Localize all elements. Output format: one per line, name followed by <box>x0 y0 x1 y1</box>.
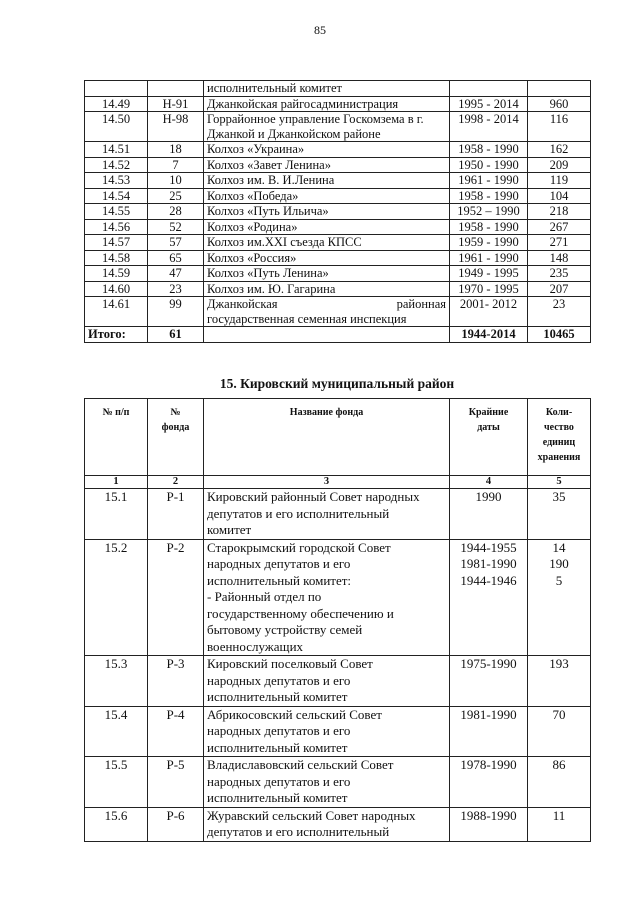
fond-dates: 1970 - 1995 <box>450 281 528 297</box>
row-number: 14.53 <box>85 173 148 189</box>
table-row <box>85 706 591 757</box>
fond-number: Н-91 <box>148 96 204 112</box>
table-row <box>85 539 591 656</box>
fond-name-line: депутатов и его исполнительный <box>207 824 390 839</box>
header-dates: Крайние даты <box>450 399 528 476</box>
header-fond: № фонда <box>148 399 204 476</box>
table-row <box>85 173 591 189</box>
table-row <box>85 142 591 158</box>
row-number: 14.57 <box>85 235 148 251</box>
fond-name-line: военнослужащих <box>207 638 304 654</box>
table-header-row <box>85 399 591 476</box>
table-row <box>85 656 591 707</box>
fond-dates <box>450 757 528 808</box>
fond-units <box>528 757 591 808</box>
fond-units-line: 70 <box>552 706 566 722</box>
header-units: Коли- чество единиц хранения <box>528 399 591 476</box>
row-number: 14.54 <box>85 188 148 204</box>
fond-dates-line: 1990 <box>475 489 502 504</box>
fond-dates: 1995 - 2014 <box>450 96 528 112</box>
table-row <box>85 489 591 540</box>
fond-number: 65 <box>148 250 204 266</box>
fond-units: 116 <box>528 112 591 142</box>
fond-name-line: Кировский районный Совет народных <box>207 489 420 504</box>
fond-name: Колхоз «Украина» <box>204 142 450 158</box>
row-number: 14.51 <box>85 142 148 158</box>
fond-dates: 1952 – 1990 <box>450 204 528 220</box>
fond-name-line: народных депутатов и его <box>207 556 351 571</box>
fond-units: 104 <box>528 188 591 204</box>
fond-dates: 1958 - 1990 <box>450 219 528 235</box>
row-number: 14.60 <box>85 281 148 297</box>
fond-units <box>528 706 591 757</box>
fond-dates <box>450 489 528 540</box>
fond-name-line: - Районный отдел по <box>207 589 322 604</box>
fond-name-line: Джанкойская районная <box>207 297 446 311</box>
table-row <box>85 112 591 142</box>
fond-name-line: исполнительный комитет <box>207 790 348 805</box>
fond-units-line: 5 <box>555 572 563 588</box>
table-row <box>85 204 591 220</box>
total-row <box>85 327 591 343</box>
row-number: 15.1 <box>85 489 148 540</box>
fond-units: 162 <box>528 142 591 158</box>
fond-units-line: 86 <box>552 757 566 772</box>
fond-name-line: народных депутатов и его <box>207 723 351 738</box>
fond-number: 23 <box>148 281 204 297</box>
fond-number: 28 <box>148 204 204 220</box>
total-name <box>204 327 450 343</box>
fond-name: Колхоз «Родина» <box>204 219 450 235</box>
fond-name-line: депутатов и его исполнительный <box>207 505 390 521</box>
fond-units: 218 <box>528 204 591 220</box>
fond-dates: 1950 - 1990 <box>450 157 528 173</box>
fond-name: Колхоз «Путь Ленина» <box>204 266 450 282</box>
fond-dates <box>450 807 528 841</box>
total-fond-count: 61 <box>148 327 204 343</box>
fond-number: Р-2 <box>148 539 204 656</box>
fond-units: 209 <box>528 157 591 173</box>
fond-name <box>204 297 450 327</box>
table-row <box>85 266 591 282</box>
section-title: 15. Кировский муниципальный район <box>219 376 455 391</box>
column-number: 3 <box>204 476 450 489</box>
fond-number: 25 <box>148 188 204 204</box>
fond-name-line: Старокрымский городской Совет <box>207 539 391 555</box>
fond-name: Колхоз «Завет Ленина» <box>204 157 450 173</box>
fond-name-line: комитет <box>207 522 252 537</box>
fond-number: 47 <box>148 266 204 282</box>
fond-name-line: Владиславовский сельский Совет <box>207 757 394 772</box>
fond-name: Колхоз «Победа» <box>204 188 450 204</box>
fond-number: Р-5 <box>148 757 204 808</box>
fond-name-line: Кировский поселковый Совет <box>207 656 373 671</box>
column-number: 1 <box>85 476 148 489</box>
row-number: 15.6 <box>85 807 148 841</box>
fond-number: Р-3 <box>148 656 204 707</box>
table-row <box>85 188 591 204</box>
fond-units: 267 <box>528 219 591 235</box>
fond-units: 119 <box>528 173 591 189</box>
column-numbers-row <box>85 476 591 489</box>
fond-dates: 1958 - 1990 <box>450 142 528 158</box>
fond-name: Колхоз им. В. И.Ленина <box>204 173 450 189</box>
header-num: № п/п <box>85 399 148 476</box>
fond-dates <box>450 656 528 707</box>
fond-name-line: государственному обеспечению и <box>207 605 394 621</box>
fond-name: Колхоз «Россия» <box>204 250 450 266</box>
district-15-table <box>84 398 591 842</box>
table-row <box>85 250 591 266</box>
fond-number: Н-98 <box>148 112 204 142</box>
fond-number: 99 <box>148 297 204 327</box>
fond-number: Р-4 <box>148 706 204 757</box>
fond-name-line: государственная семенная инспекция <box>207 311 407 326</box>
fond-units <box>528 539 591 656</box>
fond-number: 18 <box>148 142 204 158</box>
row-number: 15.2 <box>85 539 148 656</box>
district-14-table <box>84 80 591 343</box>
fond-dates: 1961 - 1990 <box>450 250 528 266</box>
table-row <box>85 219 591 235</box>
fond-dates <box>450 539 528 656</box>
table-row <box>85 157 591 173</box>
fond-units-line: 11 <box>552 807 566 823</box>
fond-dates: 1959 - 1990 <box>450 235 528 251</box>
table-row <box>85 297 591 327</box>
fond-number: 57 <box>148 235 204 251</box>
table-row <box>85 757 591 808</box>
total-units: 10465 <box>528 327 591 343</box>
row-number: 14.52 <box>85 157 148 173</box>
fond-number: Р-1 <box>148 489 204 540</box>
fond-units <box>528 807 591 841</box>
fond-name <box>204 656 450 707</box>
fond-units: 207 <box>528 281 591 297</box>
total-label: Итого: <box>85 327 148 343</box>
fond-name-line: исполнительный комитет: <box>207 572 352 588</box>
fond-units-line: 193 <box>549 656 569 671</box>
fond-units-line: 190 <box>549 556 569 571</box>
fond-name-line: народных депутатов и его <box>207 672 351 688</box>
table-row <box>85 235 591 251</box>
fond-name: Колхоз им. Ю. Гагарина <box>204 281 450 297</box>
row-number: 15.5 <box>85 757 148 808</box>
fond-number: 52 <box>148 219 204 235</box>
column-number: 4 <box>450 476 528 489</box>
row-number: 14.59 <box>85 266 148 282</box>
fond-name-line: исполнительный комитет <box>207 689 348 704</box>
fond-name <box>204 706 450 757</box>
fond-dates: 2001- 2012 <box>450 297 528 327</box>
table-row <box>85 81 591 97</box>
fond-dates: 1949 - 1995 <box>450 266 528 282</box>
column-number: 5 <box>528 476 591 489</box>
fond-units: 960 <box>528 96 591 112</box>
column-number: 2 <box>148 476 204 489</box>
row-number: 14.58 <box>85 250 148 266</box>
row-number: 15.3 <box>85 656 148 707</box>
table-row <box>85 807 591 841</box>
fond-units <box>528 489 591 540</box>
fond-dates-line: 1975-1990 <box>460 656 517 671</box>
fond-name: Колхоз им.XXI съезда КПСС <box>204 235 450 251</box>
page-number: 85 <box>314 23 326 37</box>
fond-units: 235 <box>528 266 591 282</box>
fond-units-line: 35 <box>552 489 566 504</box>
fond-dates-line: 1944-1946 <box>460 572 517 588</box>
fond-dates: 1961 - 1990 <box>450 173 528 189</box>
fond-number: Р-6 <box>148 807 204 841</box>
fond-dates: 1958 - 1990 <box>450 188 528 204</box>
fond-dates-line: 1988-1990 <box>460 807 517 823</box>
fond-dates-line: 1981-1990 <box>460 706 517 722</box>
fond-name <box>204 539 450 656</box>
fond-name <box>204 757 450 808</box>
fond-name: исполнительный комитет <box>204 81 450 97</box>
fond-dates <box>450 706 528 757</box>
row-number: 15.4 <box>85 706 148 757</box>
fond-units <box>528 656 591 707</box>
fond-name-line: Абрикосовский сельский Совет <box>207 706 382 722</box>
row-number: 14.49 <box>85 96 148 112</box>
fond-name: Горрайонное управление Госкомзема в г. Джанкой и Джанкойском районе <box>204 112 450 142</box>
fond-name-line: исполнительный комитет <box>207 739 348 755</box>
fond-name <box>204 489 450 540</box>
fond-units-line: 14 <box>552 539 566 555</box>
fond-number: 7 <box>148 157 204 173</box>
total-dates: 1944-2014 <box>450 327 528 343</box>
row-number: 14.56 <box>85 219 148 235</box>
fond-dates-line: 1944-1955 <box>460 539 517 555</box>
fond-name <box>204 807 450 841</box>
row-number: 14.55 <box>85 204 148 220</box>
fond-name: Колхоз «Путь Ильича» <box>204 204 450 220</box>
fond-name-line: бытовому устройству семей <box>207 622 363 637</box>
fond-dates-line: 1981-1990 <box>460 556 517 571</box>
fond-number: 10 <box>148 173 204 189</box>
fond-dates-line: 1978-1990 <box>460 757 517 772</box>
fond-units: 271 <box>528 235 591 251</box>
fond-dates: 1998 - 2014 <box>450 112 528 142</box>
table-row <box>85 281 591 297</box>
table-row <box>85 96 591 112</box>
fond-units: 148 <box>528 250 591 266</box>
fond-name-line: народных депутатов и его <box>207 773 351 789</box>
fond-units: 23 <box>528 297 591 327</box>
header-name: Название фонда <box>204 399 450 476</box>
fond-name: Джанкойская райгосадминистрация <box>204 96 450 112</box>
row-number: 14.50 <box>85 112 148 142</box>
fond-name-line: Журавский сельский Совет народных <box>207 807 416 823</box>
row-number: 14.61 <box>85 297 148 327</box>
